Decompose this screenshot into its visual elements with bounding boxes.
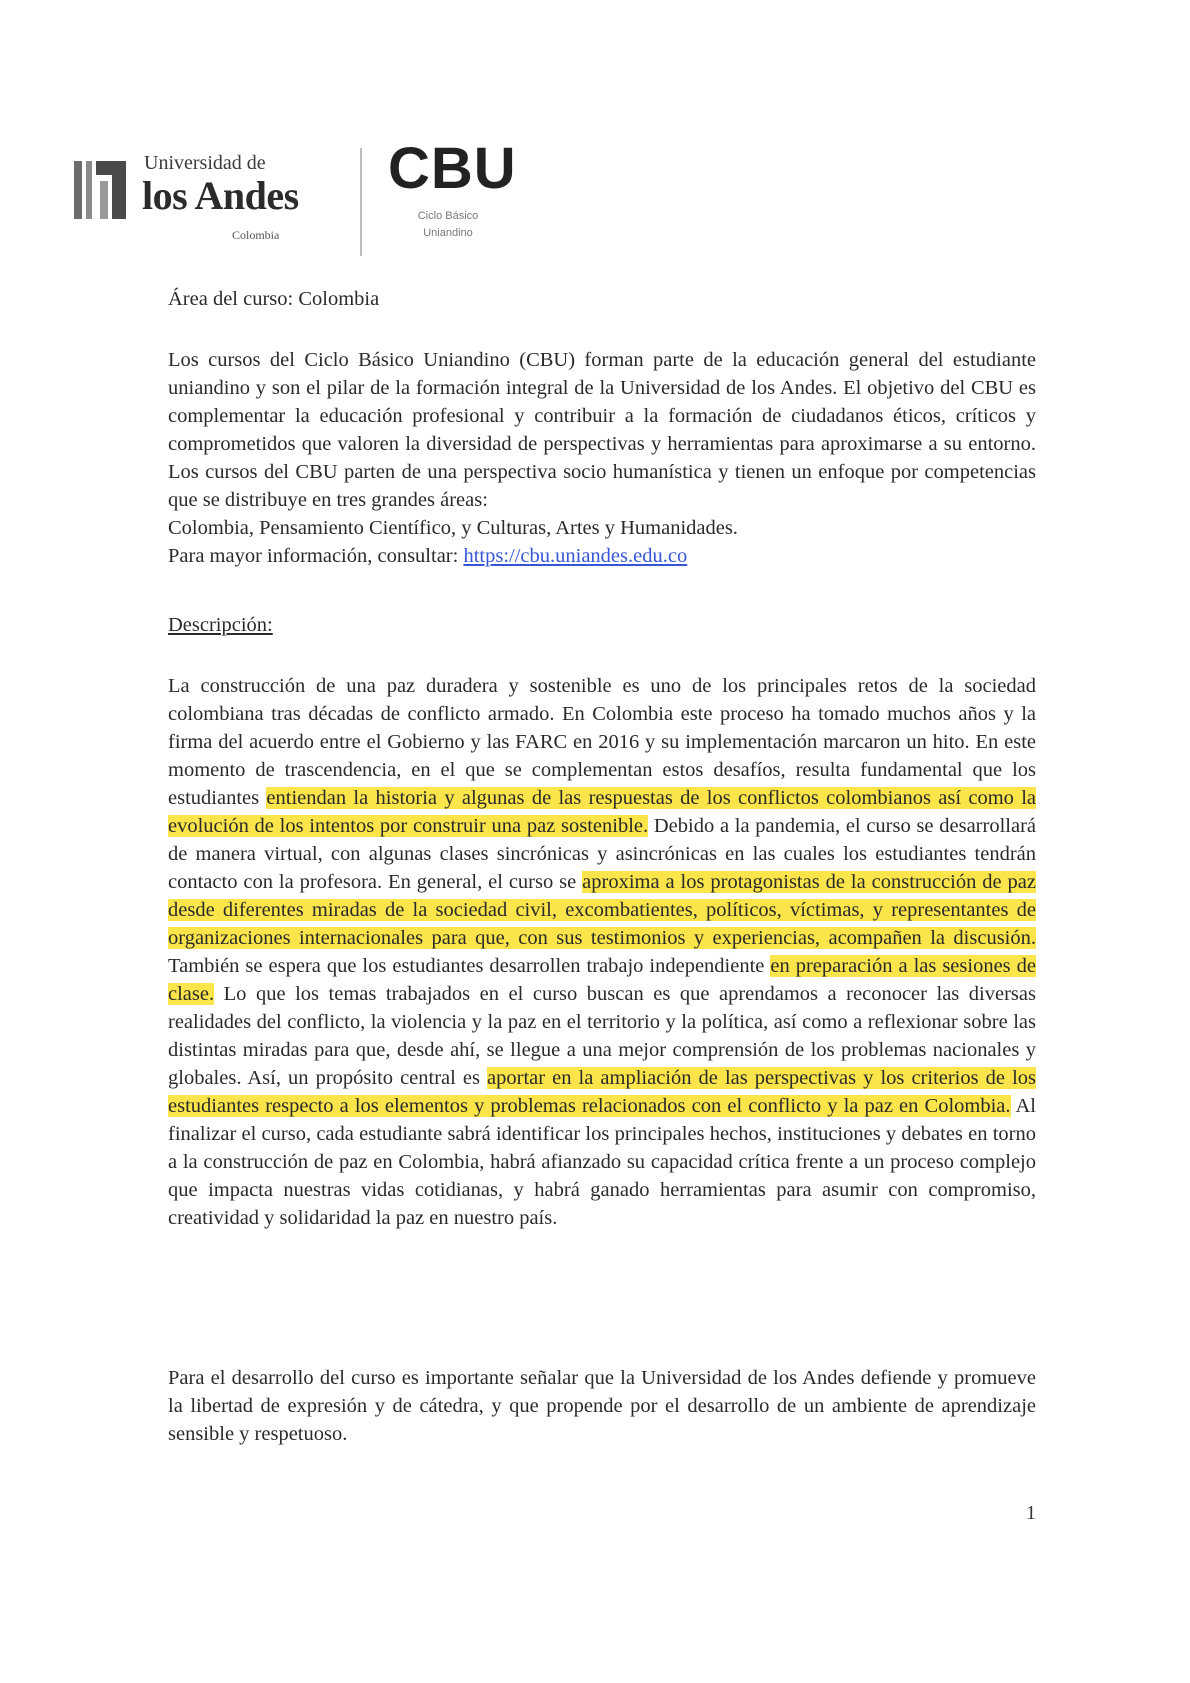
description-text-e: Al finalizar el curso, cada estudiante sabrá identificar los principales hechos, instituciones y debates en torno a la construcción de paz en Colombia, habrá afianzado su capacidad crítica frente a un proceso complejo que impacta nuestras vidas cotidianas, y habrá ganado herramientas para asumir con compromiso, creatividad y solidaridad la paz en nuestro país. (168, 1095, 1036, 1229)
uniandes-country: Colombia (232, 228, 280, 242)
uniandes-name-line1: Universidad de (144, 152, 266, 174)
uniandes-name-line2: los Andes (142, 173, 299, 218)
cbu-wordmark: CBU (388, 136, 517, 201)
uniandes-emblem-icon (72, 155, 132, 225)
description-text-d: Lo que los temas trabajados en el curso buscan es que aprendamos a reconocer las diversas realidades del conflicto, la violencia y la paz en el territorio y la política, así como a reflexionar sobre las distintas miradas para que, desde ahí, se llegue a una mejor comprensión de los problemas nacionales y globales. Así, un propósito central es (168, 983, 1036, 1089)
highlight-2: aproxima a los protagonistas de la construcción de paz desde diferentes miradas de la sociedad civil, excombatientes, políticos, víctimas, y representantes de organizaciones internacionales para que, con sus testimonios y experiencias, acompañen la discusión. (168, 871, 1036, 949)
highlight-1: entiendan la historia y algunas de las respuestas de los conflictos colombianos así como la evolución de los intentos por construir una paz sostenible. (168, 787, 1036, 837)
description-paragraph-2: Para el desarrollo del curso es importante señalar que la Universidad de los Andes defiende y promueve la libertad de expresión y de cátedra, y que propende por el desarrollo de un ambiente de aprendizaje sensible y respetuoso. (168, 1367, 1036, 1445)
more-info-prefix: Para mayor información, consultar: (168, 545, 464, 567)
cbu-website-link[interactable]: https://cbu.uniandes.edu.co (463, 545, 688, 567)
uniandes-logo (72, 150, 322, 250)
description-heading: Descripción: (168, 614, 273, 636)
intro-paragraph (168, 346, 1036, 570)
highlight-3: en preparación a las sesiones de clase. (168, 955, 1037, 1005)
area-heading: Área del curso: Colombia (168, 288, 380, 310)
description-text-b: Debido a la pandemia, el curso se desarrollará de manera virtual, con algunas clases sincrónicas y asincrónicas en las cuales los estudiantes tendrán contacto con la profesora. En general, el curso se (168, 815, 1036, 893)
description-text-a: La construcción de una paz duradera y sostenible es uno de los principales retos de la sociedad colombiana tras décadas de conflicto armado. En Colombia este proceso ha tomado muchos años y la firma del acuerdo entre el Gobierno y las FARC en 2016 y su implementación marcaron un hito. En este momento de trascendencia, en el que se complementan estos desafíos, resulta fundamental que los estudiantes (168, 675, 1036, 809)
cbu-subtitle (388, 208, 508, 241)
description-text-c: También se espera que los estudiantes desarrollen trabajo independiente (168, 955, 771, 977)
intro-areas: Colombia, Pensamiento Científico, y Culturas, Artes y Humanidades. (168, 517, 738, 539)
cbu-subtitle-line2: Uniandino (423, 226, 473, 239)
cbu-subtitle-line1: Ciclo Básico (417, 210, 479, 222)
highlight-4: aportar en la ampliación de las perspectivas y los criterios de los estudiantes respecto a los elementos y problemas relacionados con el conflicto y la paz en Colombia. (168, 1067, 1036, 1117)
description-paragraph-1 (168, 672, 1036, 1232)
cbu-logo (388, 136, 528, 250)
intro-text: Los cursos del Ciclo Básico Uniandino (CBU) forman parte de la educación general del estudiante uniandino y son el pilar de la formación integral de la Universidad de los Andes. El objetivo del CBU es complementar la educación profesional y contribuir a la formación de ciudadanos éticos, críticos y comprometidos que valoren la diversidad de perspectivas y herramientas para aproximarse a su entorno. Los cursos del CBU parten de una perspectiva socio humanística y tienen un enfoque por competencias que se distribuye en tres grandes áreas: (168, 349, 1036, 511)
logo-divider (360, 148, 362, 256)
page-number: 1 (1026, 1502, 1036, 1524)
